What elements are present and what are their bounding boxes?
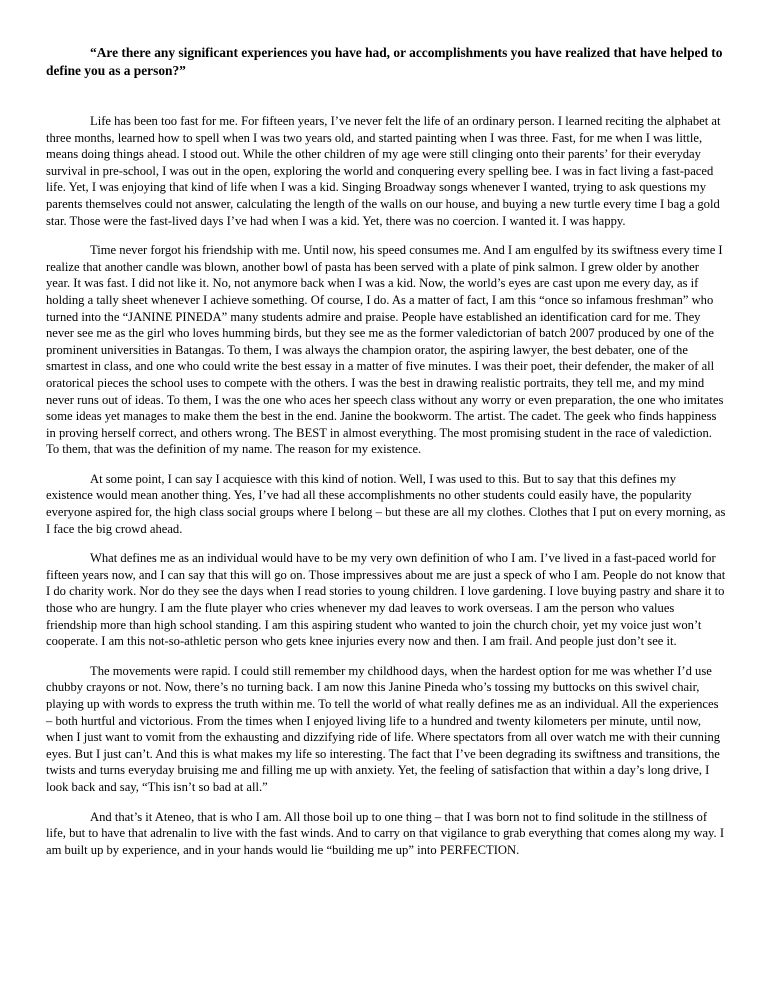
essay-paragraph-4: What defines me as an individual would have to be my very own definition of who I am. I’ve lived in a fast-paced world for fifteen years now, and I can say that this will go on. Those impressives about me are just a speck of who I am. People do not know that I do charity work. Nor do they see the days when I read stories to young children. I love gardening. I love buying pastry and share it to those who are hungry. I am the flute player who cries whenever my dad leaves to work overseas. I am the person who values friendship more than high school standing. I am this aspiring student who wanted to join the church choir, yet my voice just won’t cooperate. I am this not-so-athletic person who gets knee injuries every now and then. I am frail. And people just don’t see it. [46, 551, 726, 649]
essay-paragraph-3: At some point, I can say I acquiesce with this kind of notion. Well, I was used to this. But to say that this defines my existence would mean another thing. Yes, I’ve had all these accomplishments no other students could easily have, the popularity everyone aspired for, the high class social groups where I belong – but these are all my clothes. Clothes that I put on every morning, as I face the big crowd ahead. [46, 471, 726, 536]
essay-page [46, 44, 726, 871]
essay-prompt: “Are there any significant experiences you have had, or accomplishments you have realized that have helped to define you as a person?” [46, 45, 723, 78]
essay-paragraph-6: And that’s it Ateneo, that is who I am. All those boil up to one thing – that I was born not to find solitude in the stillness of life, but to have that adrenalin to live with the fast winds. And to carry on that vigilance to grab everything that comes along my way. I am built up by experience, and in your hands would lie “building me up” into PERFECTION. [46, 809, 725, 857]
essay-paragraph-1: Life has been too fast for me. For fifteen years, I’ve never felt the life of an ordinary person. I learned reciting the alphabet at three months, learned how to spell when I was two years old, and started painting when I was three. Fast, for me when I was little, means doing things ahead. I stood out. While the other children of my age were still clinging onto their parents’ for their everyday survival in pre-school, I was out in the open, exploring the world and conquering every spelling bee. I was in fact living a fast-paced life. Yet, I was enjoying that kind of life when I was a kid. Singing Broadway songs whenever I wanted, trying to ask questions my parents themselves could not answer, calculating the length of the walls on our house, and buying a new turtle every time I bag a gold star. Those were the fast-lived days I’ve had when I was a kid. Yet, there was no coercion. I wanted it. I was happy. [46, 114, 721, 228]
essay-paragraph-2: Time never forgot his friendship with me. Until now, his speed consumes me. And I am engulfed by its swiftness every time I realize that another candle was blown, another bowl of pasta has been served with a plate of pink salmon. I grew older by another year. It was fast. I did not like it. No, not anymore back when I was a kid. Now, the world’s eyes are cast upon me every day, as if holding a tally sheet whenever I achieve something. Of course, I do. As a matter of fact, I am this “once so infamous freshman” who turned into the “JANINE PINEDA” many students admire and praise. People have established an identification card for me. They never see me as the girl who loves humming birds, but they see me as the former valedictorian of batch 2007 produced by one of the prominent universities in Batangas. To them, I was always the champion orator, the aspiring lawyer, the best debater, one of the smartest in class, and one who could write the best essay in a matter of five minutes. I was their poet, their defender, the maker of all oratorical pieces the school uses to compete with the others. I was the best in drawing realistic portraits, they tell me, and my mind never runs out of ideas. To them, I was the one who aces her speech class without any worry or even preparation, the one who imitates some ideas yet manages to make them the best in the end. Janine the bookworm. The artist. The cadet. The geek who finds happiness in proving herself correct, and others wrong. The BEST in almost everything. The most promising student in the race of valediction. To them, that was the definition of my name. The reason for my existence. [46, 243, 724, 457]
essay-paragraph-5: The movements were rapid. I could still remember my childhood days, when the hardest option for me was whether I’d use chubby crayons or not. Now, there’s no turning back. I am now this Janine Pineda who’s tossing my buttocks on this swivel chair, playing up with words to express the truth within me. To tell the world of what really defines me as an individual. All the experiences – both hurtful and victorious. From the times when I enjoyed living life to a hundred and twenty kilometers per minute, until now, when I just want to vomit from the exhausting and dizzifying ride of life. Where spectators from all over watch me with their cunning eyes. But I just can’t. And this is what makes my life so interesting. The fact that I’ve been degrading its swiftness and transitions, the twists and turns everyday bruising me and filling me up with anxiety. Yet, the feeling of satisfaction that within a day’s long drive, I look back and say, “This isn’t so bad at all.” [46, 663, 721, 794]
